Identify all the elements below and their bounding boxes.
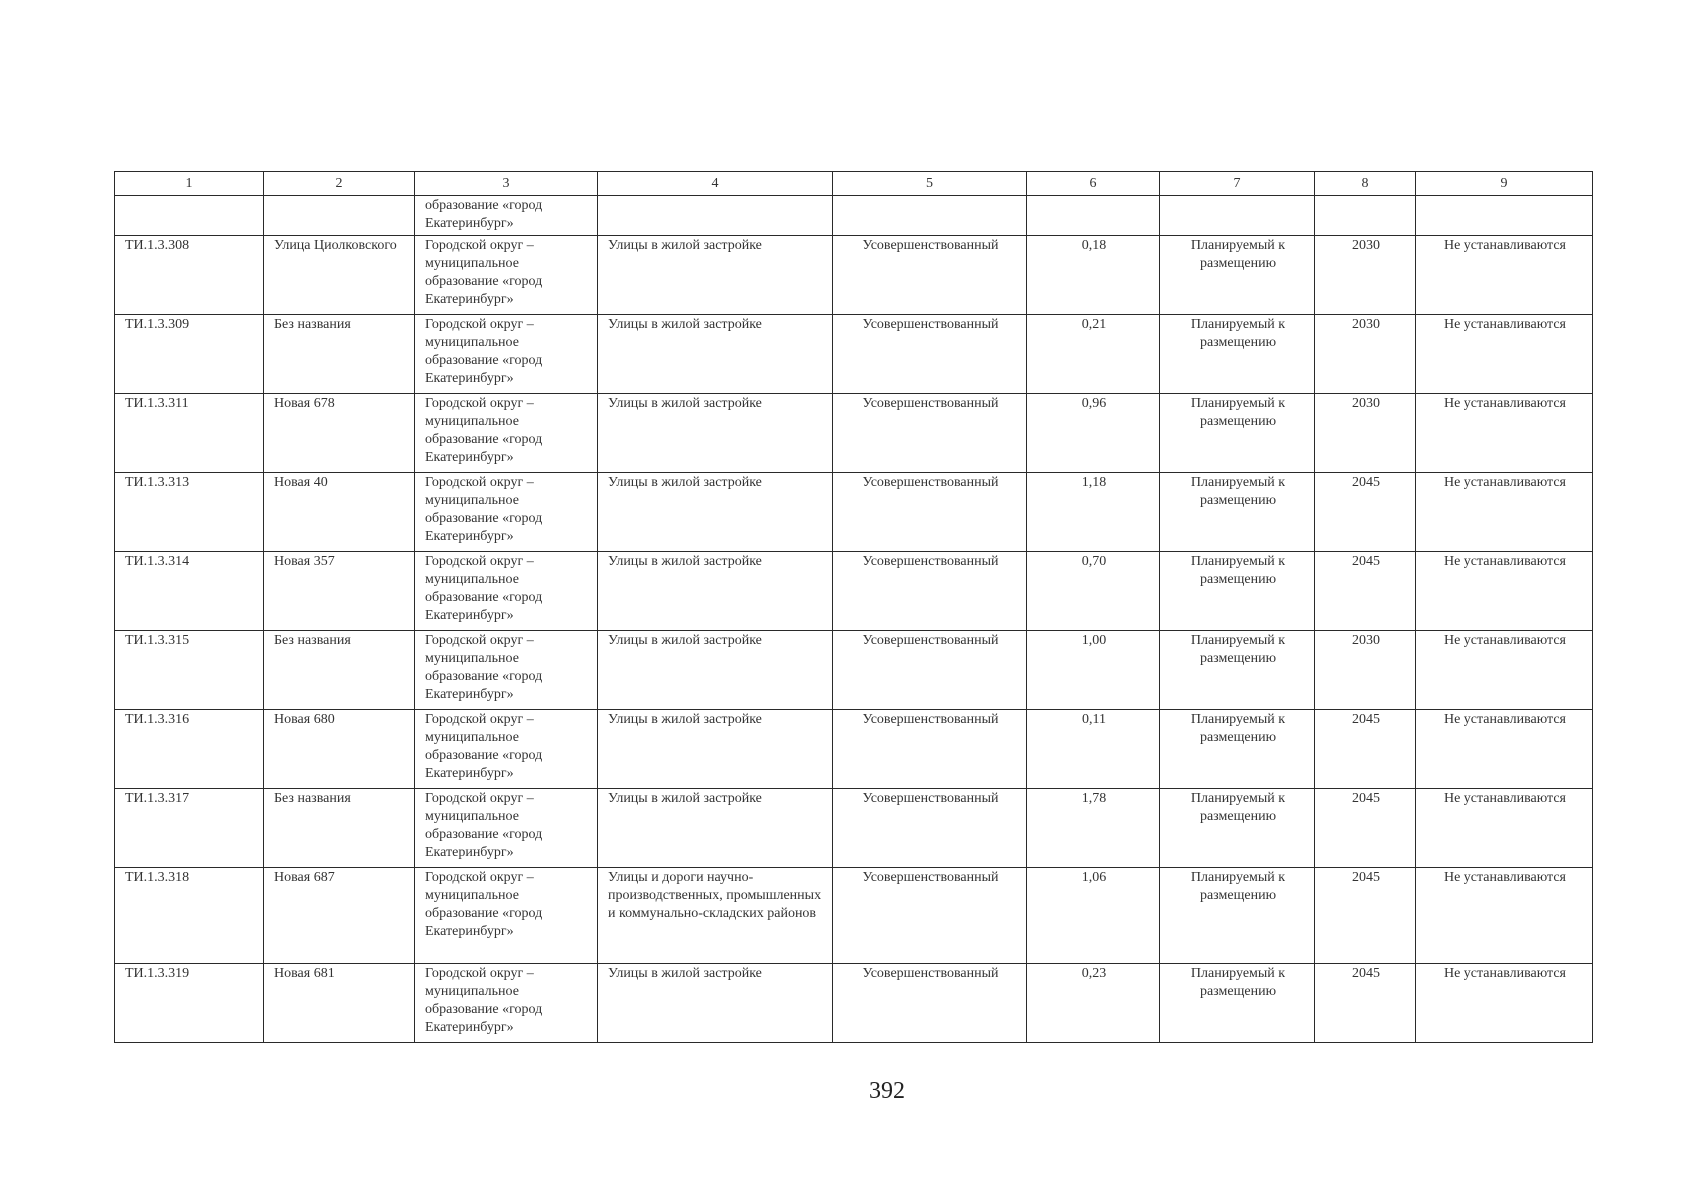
- table-cell: [833, 196, 1027, 236]
- cell-category: Улицы в жилой застройке: [598, 552, 833, 631]
- cell-category: Улицы в жилой застройке: [598, 394, 833, 473]
- cell-name: Новая 680: [264, 710, 415, 789]
- cell-name: Новая 357: [264, 552, 415, 631]
- cell-length: 1,00: [1027, 631, 1160, 710]
- cell-surface: Усовершенствованный: [833, 315, 1027, 394]
- continuation-row: [115, 196, 1593, 236]
- cell-category: Улицы в жилой застройке: [598, 789, 833, 868]
- table-row: [115, 710, 1593, 789]
- cell-id: ТИ.1.3.318: [115, 868, 264, 964]
- cell-category: Улицы в жилой застройке: [598, 631, 833, 710]
- table-row: [115, 315, 1593, 394]
- cell-category: Улицы в жилой застройке: [598, 315, 833, 394]
- header-cell-8: 8: [1315, 172, 1416, 196]
- header-cell-3: 3: [415, 172, 598, 196]
- cell-status: Планируемый к размещению: [1160, 789, 1315, 868]
- cell-id: ТИ.1.3.311: [115, 394, 264, 473]
- cell-id: ТИ.1.3.317: [115, 789, 264, 868]
- cell-name: Новая 687: [264, 868, 415, 964]
- cell-municipality: Городской округ – муниципальное образование «город Екатеринбург»: [415, 394, 598, 473]
- table-row: [115, 473, 1593, 552]
- cell-length: 0,96: [1027, 394, 1160, 473]
- cell-surface: Усовершенствованный: [833, 631, 1027, 710]
- cell-status: Планируемый к размещению: [1160, 236, 1315, 315]
- cell-surface: Усовершенствованный: [833, 789, 1027, 868]
- cell-category: Улицы в жилой застройке: [598, 710, 833, 789]
- cell-status: Планируемый к размещению: [1160, 315, 1315, 394]
- cell-year: 2030: [1315, 631, 1416, 710]
- cell-year: 2045: [1315, 789, 1416, 868]
- table-cell-municipality: образование «город Екатеринбург»: [415, 196, 598, 236]
- table-row: [115, 964, 1593, 1043]
- cell-status: Планируемый к размещению: [1160, 964, 1315, 1043]
- cell-year: 2045: [1315, 964, 1416, 1043]
- cell-zones: Не устанавливаются: [1416, 315, 1593, 394]
- header-cell-1: 1: [115, 172, 264, 196]
- table-row: [115, 394, 1593, 473]
- cell-zones: Не устанавливаются: [1416, 868, 1593, 964]
- cell-status: Планируемый к размещению: [1160, 473, 1315, 552]
- table-body: [115, 196, 1593, 1043]
- cell-municipality: Городской округ – муниципальное образование «город Екатеринбург»: [415, 710, 598, 789]
- cell-municipality: Городской округ – муниципальное образование «город Екатеринбург»: [415, 236, 598, 315]
- cell-municipality: Городской округ – муниципальное образование «город Екатеринбург»: [415, 315, 598, 394]
- table-cell: [264, 196, 415, 236]
- cell-zones: Не устанавливаются: [1416, 394, 1593, 473]
- table-cell: [1027, 196, 1160, 236]
- cell-category: Улицы и дороги научно-производственных, промышленных и коммунально-складских районов: [598, 868, 833, 964]
- table-row: [115, 868, 1593, 964]
- table-header: [115, 172, 1593, 196]
- cell-name: Новая 681: [264, 964, 415, 1043]
- table-row: [115, 631, 1593, 710]
- header-cell-2: 2: [264, 172, 415, 196]
- header-row: [115, 172, 1593, 196]
- cell-year: 2045: [1315, 552, 1416, 631]
- cell-length: 1,06: [1027, 868, 1160, 964]
- page-number: 392: [869, 1078, 905, 1104]
- cell-surface: Усовершенствованный: [833, 236, 1027, 315]
- cell-status: Планируемый к размещению: [1160, 868, 1315, 964]
- data-table: [114, 171, 1593, 1043]
- cell-length: 0,21: [1027, 315, 1160, 394]
- header-cell-6: 6: [1027, 172, 1160, 196]
- cell-length: 1,78: [1027, 789, 1160, 868]
- table-cell: [1416, 196, 1593, 236]
- cell-zones: Не устанавливаются: [1416, 631, 1593, 710]
- cell-id: ТИ.1.3.308: [115, 236, 264, 315]
- table-row: [115, 789, 1593, 868]
- header-cell-9: 9: [1416, 172, 1593, 196]
- cell-length: 0,11: [1027, 710, 1160, 789]
- table-row: [115, 552, 1593, 631]
- cell-name: Без названия: [264, 631, 415, 710]
- table-cell: [598, 196, 833, 236]
- cell-id: ТИ.1.3.315: [115, 631, 264, 710]
- cell-id: ТИ.1.3.309: [115, 315, 264, 394]
- cell-category: Улицы в жилой застройке: [598, 964, 833, 1043]
- cell-name: Новая 678: [264, 394, 415, 473]
- cell-length: 0,70: [1027, 552, 1160, 631]
- cell-status: Планируемый к размещению: [1160, 631, 1315, 710]
- cell-surface: Усовершенствованный: [833, 552, 1027, 631]
- table-row: [115, 236, 1593, 315]
- cell-surface: Усовершенствованный: [833, 473, 1027, 552]
- cell-municipality: Городской округ – муниципальное образование «город Екатеринбург»: [415, 868, 598, 964]
- cell-length: 1,18: [1027, 473, 1160, 552]
- cell-id: ТИ.1.3.314: [115, 552, 264, 631]
- cell-name: Новая 40: [264, 473, 415, 552]
- cell-year: 2030: [1315, 236, 1416, 315]
- cell-surface: Усовершенствованный: [833, 394, 1027, 473]
- table-cell: [1315, 196, 1416, 236]
- cell-municipality: Городской округ – муниципальное образование «город Екатеринбург»: [415, 552, 598, 631]
- cell-zones: Не устанавливаются: [1416, 964, 1593, 1043]
- cell-municipality: Городской округ – муниципальное образование «город Екатеринбург»: [415, 473, 598, 552]
- cell-year: 2030: [1315, 394, 1416, 473]
- cell-year: 2045: [1315, 473, 1416, 552]
- cell-length: 0,18: [1027, 236, 1160, 315]
- cell-surface: Усовершенствованный: [833, 710, 1027, 789]
- cell-name: Улица Циолковского: [264, 236, 415, 315]
- header-cell-5: 5: [833, 172, 1027, 196]
- cell-name: Без названия: [264, 315, 415, 394]
- cell-name: Без названия: [264, 789, 415, 868]
- header-cell-4: 4: [598, 172, 833, 196]
- table-cell: [1160, 196, 1315, 236]
- cell-zones: Не устанавливаются: [1416, 552, 1593, 631]
- cell-year: 2045: [1315, 868, 1416, 964]
- cell-category: Улицы в жилой застройке: [598, 236, 833, 315]
- cell-length: 0,23: [1027, 964, 1160, 1043]
- cell-zones: Не устанавливаются: [1416, 473, 1593, 552]
- cell-municipality: Городской округ – муниципальное образование «город Екатеринбург»: [415, 631, 598, 710]
- cell-surface: Усовершенствованный: [833, 964, 1027, 1043]
- cell-surface: Усовершенствованный: [833, 868, 1027, 964]
- cell-zones: Не устанавливаются: [1416, 789, 1593, 868]
- cell-zones: Не устанавливаются: [1416, 710, 1593, 789]
- cell-year: 2045: [1315, 710, 1416, 789]
- cell-category: Улицы в жилой застройке: [598, 473, 833, 552]
- cell-id: ТИ.1.3.319: [115, 964, 264, 1043]
- cell-municipality: Городской округ – муниципальное образование «город Екатеринбург»: [415, 789, 598, 868]
- cell-id: ТИ.1.3.316: [115, 710, 264, 789]
- table-cell: [115, 196, 264, 236]
- cell-zones: Не устанавливаются: [1416, 236, 1593, 315]
- cell-id: ТИ.1.3.313: [115, 473, 264, 552]
- cell-municipality: Городской округ – муниципальное образование «город Екатеринбург»: [415, 964, 598, 1043]
- cell-year: 2030: [1315, 315, 1416, 394]
- header-cell-7: 7: [1160, 172, 1315, 196]
- cell-status: Планируемый к размещению: [1160, 710, 1315, 789]
- cell-status: Планируемый к размещению: [1160, 552, 1315, 631]
- cell-status: Планируемый к размещению: [1160, 394, 1315, 473]
